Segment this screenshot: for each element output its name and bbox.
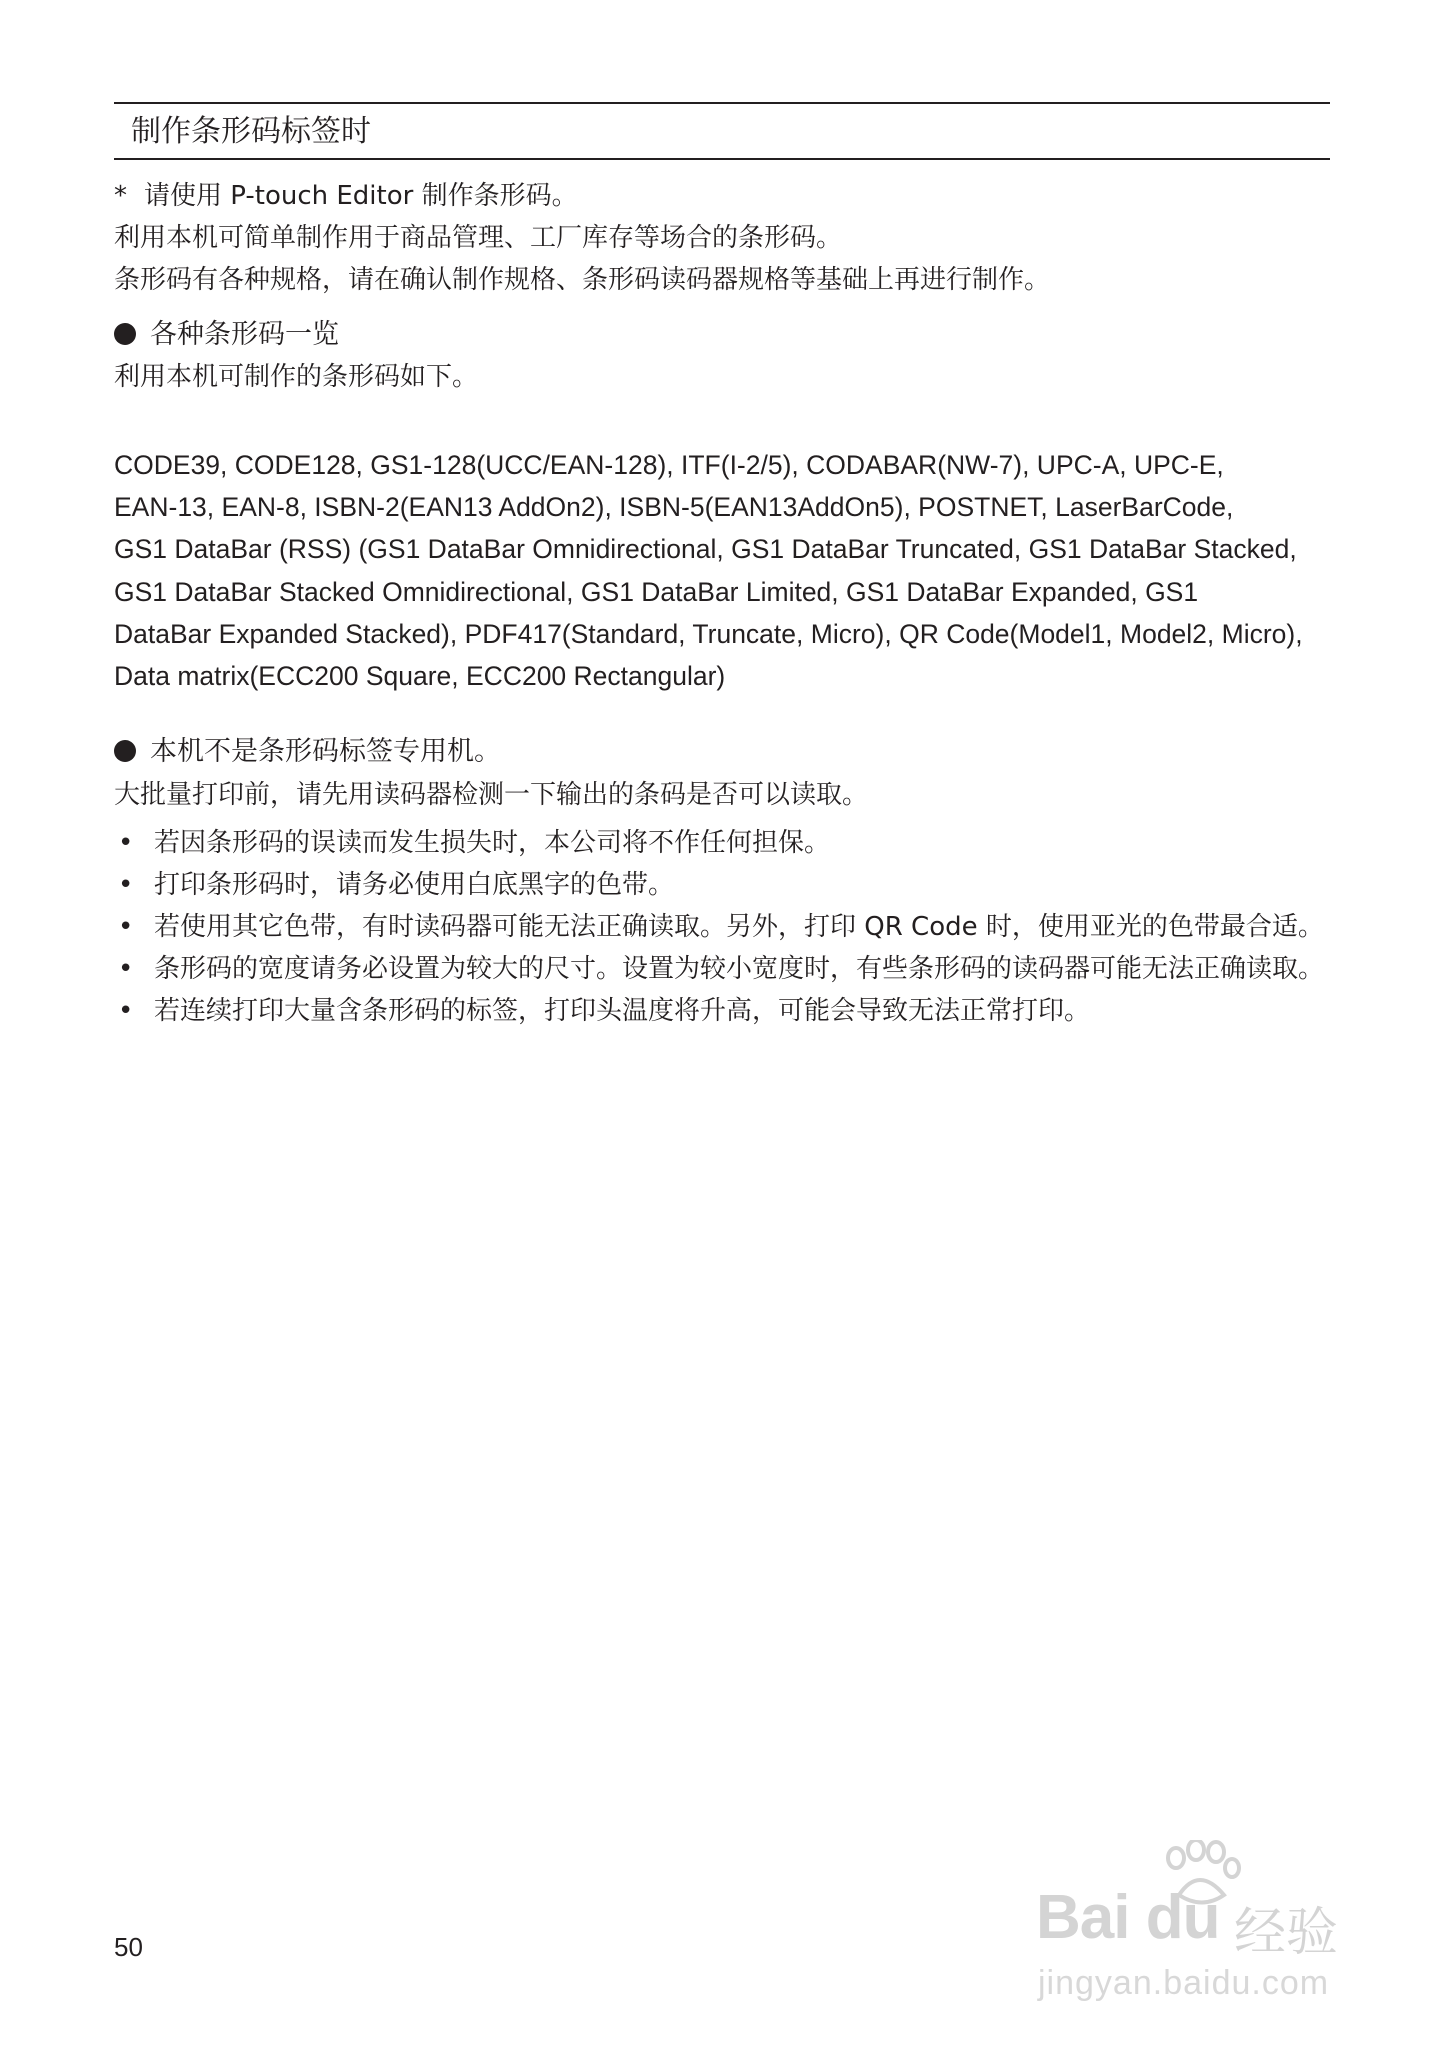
notice-heading-text: 本机不是条形码标签专用机。 [150,736,501,767]
bullet-dot-icon [114,323,136,345]
notice-desc: 大批量打印前，请先用读码器检测一下输出的条码是否可以读取。 [114,780,869,810]
notice-bullet: • 条形码的宽度请务必设置为较大的尺寸。设置为较小宽度时，有些条形码的读码器可能无法正确读取。 [114,948,1354,990]
barcode-types-line: Data matrix(ECC200 Square, ECC200 Rectangular) [114,661,726,692]
section-title: 制作条形码标签时 [131,114,371,149]
barcode-types-line: CODE39, CODE128, GS1-128(UCC/EAN-128), ITF(I-2/5), CODABAR(NW-7), UPC-A, UPC-E, [114,450,1224,480]
section-top-rule [114,102,1330,104]
notice-heading [114,734,501,770]
baidu-jingyan-watermark [1024,1840,1364,2020]
notice-bullet: • 打印条形码时，请务必使用白底黑字的色带。 [114,864,1354,906]
note-asterisk: * [114,181,127,211]
watermark-brand-cn: 经验 [1234,1903,1339,1963]
barcode-types-line: GS1 DataBar (RSS) (GS1 DataBar Omnidirectional, GS1 DataBar Truncated, GS1 DataBar Stacked, [114,534,1297,565]
notice-bullet-list [114,822,1354,1032]
page-number: 50 [114,1932,143,1962]
intro-line-1: 利用本机可简单制作用于商品管理、工厂库存等场合的条形码。 [114,223,843,253]
barcode-types-line: GS1 DataBar Stacked Omnidirectional, GS1 DataBar Limited, GS1 DataBar Expanded, GS1 [114,576,1199,607]
intro-note [114,178,578,214]
intro-line-2: 条形码有各种规格，请在确认制作规格、条形码读码器规格等基础上再进行制作。 [114,265,1051,295]
bullet-dot-icon [114,740,136,762]
notice-bullet: • 若使用其它色带，有时读码器可能无法正确读取。另外，打印 QR Code 时，使用亚光的色带最合适。 [114,906,1354,948]
intro-note-text: 请使用 P-touch Editor 制作条形码。 [144,181,578,211]
barcode-list-desc: 利用本机可制作的条形码如下。 [114,362,479,392]
barcode-types-paragraph [114,444,1350,697]
watermark-url: jingyan.baidu.com [1038,1964,1330,2002]
barcode-list-heading [114,317,339,353]
notice-bullet: • 若连续打印大量含条形码的标签，打印头温度将升高，可能会导致无法正常打印。 [114,990,1354,1032]
section-bottom-rule [114,158,1330,160]
notice-bullet: • 若因条形码的误读而发生损失时，本公司将不作任何担保。 [114,822,1354,864]
barcode-types-line: EAN-13, EAN-8, ISBN-2(EAN13 AddOn2), ISBN-5(EAN13AddOn5), POSTNET, LaserBarCode, [114,492,1234,523]
barcode-types-line: DataBar Expanded Stacked), PDF417(Standard, Truncate, Micro), QR Code(Model1, Model2, Micro), [114,618,1303,649]
barcode-list-heading-text: 各种条形码一览 [150,319,339,350]
watermark-brand: Bai du [1036,1883,1220,1952]
